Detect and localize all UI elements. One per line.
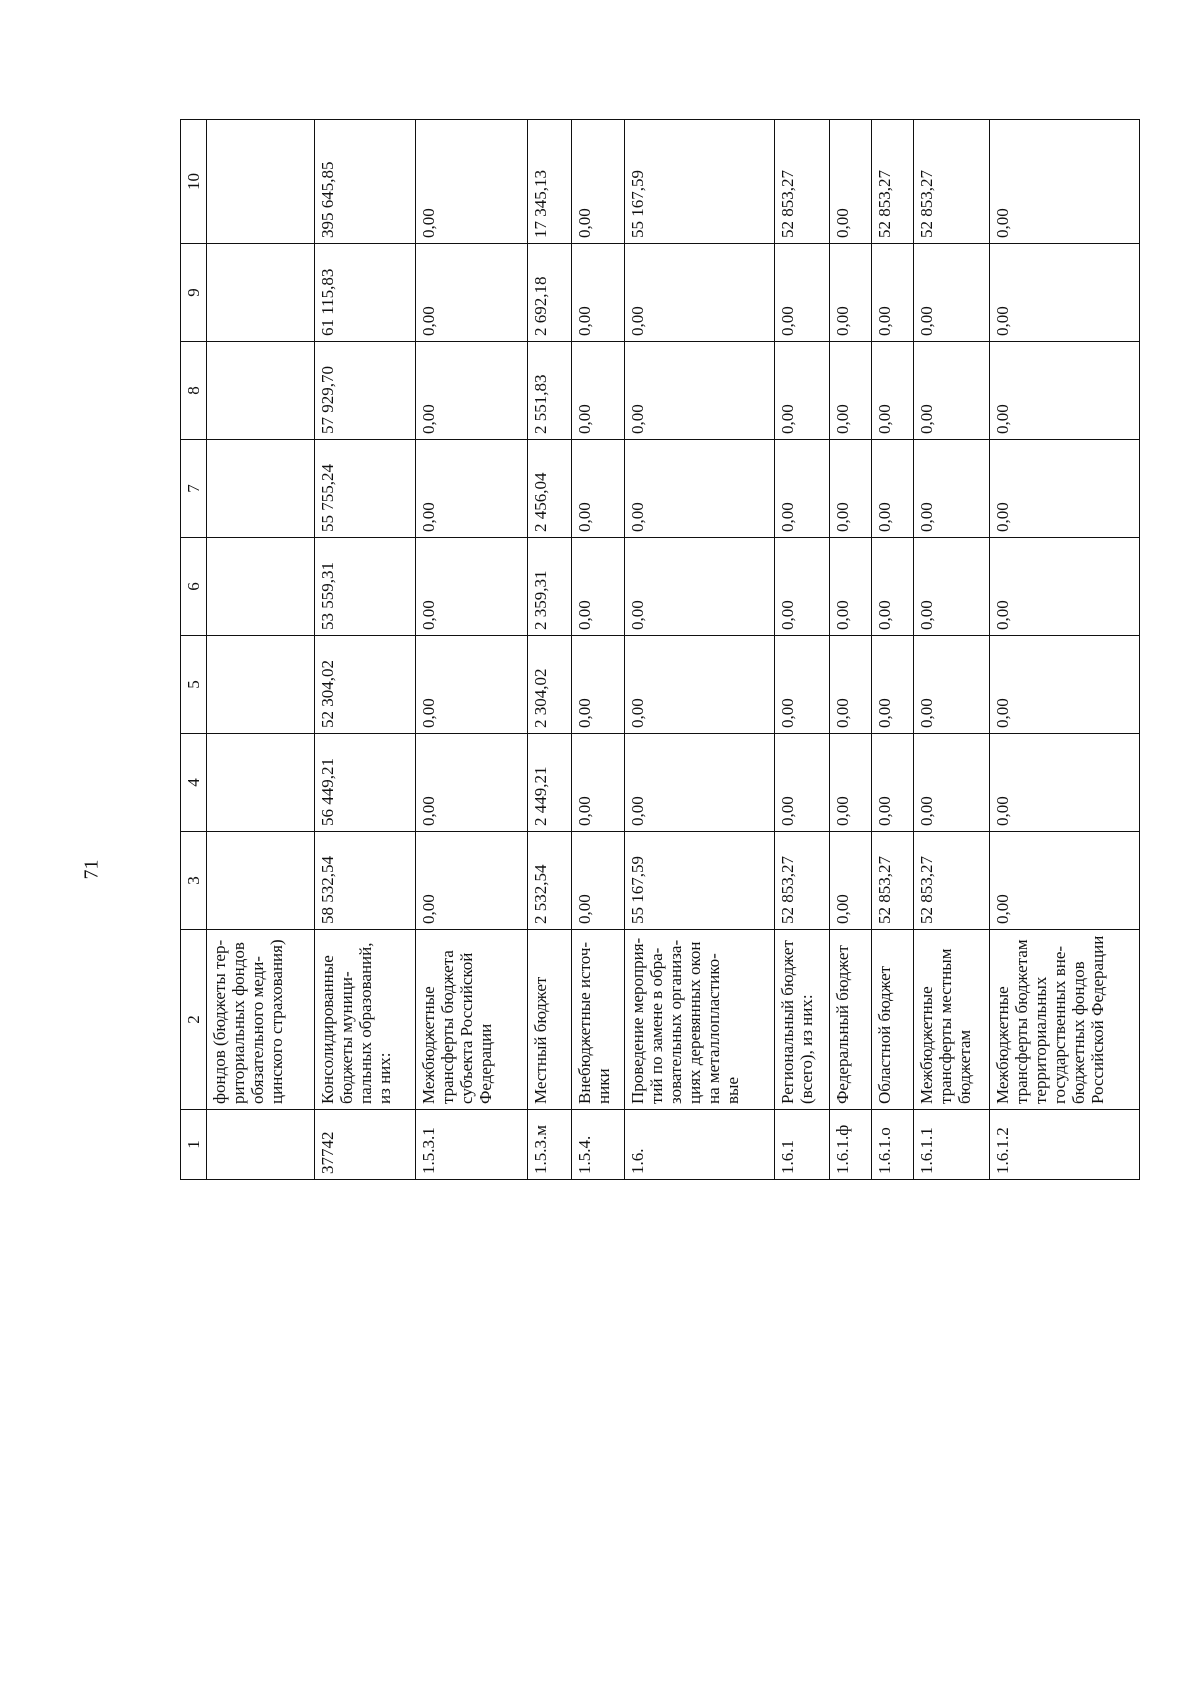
column-header: 8 xyxy=(181,342,207,440)
value-cell: 0,00 xyxy=(914,734,990,832)
value-cell: 0,00 xyxy=(415,120,527,244)
value-cell: 0,00 xyxy=(572,636,625,734)
table-row xyxy=(207,120,315,1180)
value-cell: 0,00 xyxy=(990,120,1140,244)
table-row xyxy=(829,120,871,1180)
value-cell: 0,00 xyxy=(624,734,774,832)
value-cell: 0,00 xyxy=(829,538,871,636)
value-cell: 55 755,24 xyxy=(314,440,415,538)
value-cell: 0,00 xyxy=(415,734,527,832)
value-cell: 52 304,02 xyxy=(314,636,415,734)
row-name-cell: Проведение мероприя-тий по замене в обра-зовательных организа-циях деревянных окон на металлопластико-вые xyxy=(624,930,774,1110)
value-cell: 0,00 xyxy=(774,636,829,734)
table-row xyxy=(914,120,990,1180)
value-cell: 52 853,27 xyxy=(871,120,913,244)
table-row xyxy=(527,120,571,1180)
value-cell xyxy=(207,734,315,832)
value-cell: 0,00 xyxy=(829,832,871,930)
value-cell: 52 853,27 xyxy=(871,832,913,930)
value-cell: 0,00 xyxy=(914,440,990,538)
column-header: 10 xyxy=(181,120,207,244)
value-cell: 0,00 xyxy=(624,244,774,342)
value-cell: 56 449,21 xyxy=(314,734,415,832)
value-cell: 0,00 xyxy=(871,734,913,832)
value-cell xyxy=(207,636,315,734)
budget-table xyxy=(180,119,1140,1180)
row-code-cell: 1.6.1.1 xyxy=(914,1110,990,1180)
value-cell: 52 853,27 xyxy=(914,832,990,930)
page-number: 71 xyxy=(80,859,103,880)
value-cell: 0,00 xyxy=(829,120,871,244)
value-cell: 0,00 xyxy=(774,440,829,538)
value-cell xyxy=(207,832,315,930)
row-name-cell: Консолидированные бюджеты муници-пальных образований, из них: xyxy=(314,930,415,1110)
value-cell xyxy=(207,440,315,538)
value-cell: 0,00 xyxy=(415,636,527,734)
value-cell: 0,00 xyxy=(415,342,527,440)
value-cell: 0,00 xyxy=(624,342,774,440)
value-cell: 0,00 xyxy=(572,244,625,342)
table-row xyxy=(624,120,774,1180)
value-cell: 0,00 xyxy=(624,538,774,636)
value-cell: 2 304,02 xyxy=(527,636,571,734)
value-cell: 0,00 xyxy=(829,440,871,538)
value-cell xyxy=(207,538,315,636)
rotated-table-container xyxy=(180,120,1140,1180)
table-row xyxy=(415,120,527,1180)
value-cell: 2 551,83 xyxy=(527,342,571,440)
column-header: 7 xyxy=(181,440,207,538)
value-cell: 0,00 xyxy=(990,342,1140,440)
value-cell: 0,00 xyxy=(572,832,625,930)
value-cell xyxy=(207,244,315,342)
value-cell: 0,00 xyxy=(914,244,990,342)
value-cell: 2 456,04 xyxy=(527,440,571,538)
row-name-cell: Федеральный бюджет xyxy=(829,930,871,1110)
row-code-cell: 37742 xyxy=(314,1110,415,1180)
column-header: 5 xyxy=(181,636,207,734)
value-cell: 0,00 xyxy=(774,244,829,342)
row-name-cell: фондов (бюджеты тер-риториальных фондов обязательного меди-цинского страхования) xyxy=(207,930,315,1110)
value-cell: 0,00 xyxy=(572,734,625,832)
value-cell: 0,00 xyxy=(572,120,625,244)
table-row xyxy=(774,120,829,1180)
value-cell: 0,00 xyxy=(871,244,913,342)
value-cell: 0,00 xyxy=(774,342,829,440)
value-cell: 0,00 xyxy=(829,636,871,734)
value-cell: 61 115,83 xyxy=(314,244,415,342)
row-name-cell: Региональный бюджет (всего), из них: xyxy=(774,930,829,1110)
value-cell: 52 853,27 xyxy=(774,832,829,930)
table-row xyxy=(871,120,913,1180)
value-cell: 0,00 xyxy=(990,244,1140,342)
value-cell: 0,00 xyxy=(415,832,527,930)
table-header-row xyxy=(181,120,207,1180)
value-cell: 0,00 xyxy=(914,538,990,636)
value-cell: 0,00 xyxy=(871,440,913,538)
table-row xyxy=(314,120,415,1180)
row-code-cell: 1.6.1.о xyxy=(871,1110,913,1180)
column-header: 6 xyxy=(181,538,207,636)
value-cell: 2 449,21 xyxy=(527,734,571,832)
row-name-cell: Межбюджетные трансферты бюджета субъекта Российской Федерации xyxy=(415,930,527,1110)
value-cell: 57 929,70 xyxy=(314,342,415,440)
value-cell: 17 345,13 xyxy=(527,120,571,244)
column-header: 1 xyxy=(181,1110,207,1180)
value-cell: 0,00 xyxy=(415,244,527,342)
table-row xyxy=(572,120,625,1180)
column-header: 9 xyxy=(181,244,207,342)
value-cell: 0,00 xyxy=(871,636,913,734)
value-cell: 0,00 xyxy=(990,832,1140,930)
value-cell: 53 559,31 xyxy=(314,538,415,636)
value-cell xyxy=(207,120,315,244)
value-cell: 0,00 xyxy=(624,440,774,538)
value-cell: 0,00 xyxy=(774,538,829,636)
value-cell: 0,00 xyxy=(990,636,1140,734)
value-cell: 0,00 xyxy=(572,342,625,440)
row-code-cell: 1.5.3.м xyxy=(527,1110,571,1180)
row-code-cell: 1.5.3.1 xyxy=(415,1110,527,1180)
value-cell: 0,00 xyxy=(829,342,871,440)
value-cell: 0,00 xyxy=(871,342,913,440)
row-code-cell: 1.5.4. xyxy=(572,1110,625,1180)
value-cell: 0,00 xyxy=(914,636,990,734)
row-code-cell: 1.6.1.2 xyxy=(990,1110,1140,1180)
table-body xyxy=(207,120,1140,1180)
value-cell: 2 692,18 xyxy=(527,244,571,342)
value-cell: 0,00 xyxy=(990,734,1140,832)
value-cell: 0,00 xyxy=(415,440,527,538)
value-cell: 58 532,54 xyxy=(314,832,415,930)
row-name-cell: Межбюджетные трансферты бюджетам территориальных государственных вне-бюджетных фондов Российской Федерации xyxy=(990,930,1140,1110)
row-code-cell: 1.6. xyxy=(624,1110,774,1180)
row-name-cell: Внебюджетные источ-ники xyxy=(572,930,625,1110)
value-cell: 0,00 xyxy=(624,636,774,734)
value-cell xyxy=(207,342,315,440)
value-cell: 0,00 xyxy=(774,734,829,832)
value-cell: 0,00 xyxy=(871,538,913,636)
row-code-cell xyxy=(207,1110,315,1180)
row-code-cell: 1.6.1.ф xyxy=(829,1110,871,1180)
table-row xyxy=(990,120,1140,1180)
value-cell: 0,00 xyxy=(829,244,871,342)
value-cell: 2 359,31 xyxy=(527,538,571,636)
value-cell: 0,00 xyxy=(990,538,1140,636)
value-cell: 52 853,27 xyxy=(774,120,829,244)
value-cell: 55 167,59 xyxy=(624,120,774,244)
column-header: 2 xyxy=(181,930,207,1110)
row-name-cell: Межбюджетные трансферты местным бюджетам xyxy=(914,930,990,1110)
value-cell: 0,00 xyxy=(990,440,1140,538)
row-name-cell: Местный бюджет xyxy=(527,930,571,1110)
value-cell: 0,00 xyxy=(914,342,990,440)
value-cell: 52 853,27 xyxy=(914,120,990,244)
column-header: 4 xyxy=(181,734,207,832)
value-cell: 0,00 xyxy=(572,440,625,538)
row-name-cell: Областной бюджет xyxy=(871,930,913,1110)
value-cell: 0,00 xyxy=(829,734,871,832)
value-cell: 0,00 xyxy=(572,538,625,636)
value-cell: 395 645,85 xyxy=(314,120,415,244)
value-cell: 55 167,59 xyxy=(624,832,774,930)
column-header: 3 xyxy=(181,832,207,930)
value-cell: 2 532,54 xyxy=(527,832,571,930)
value-cell: 0,00 xyxy=(415,538,527,636)
row-code-cell: 1.6.1 xyxy=(774,1110,829,1180)
